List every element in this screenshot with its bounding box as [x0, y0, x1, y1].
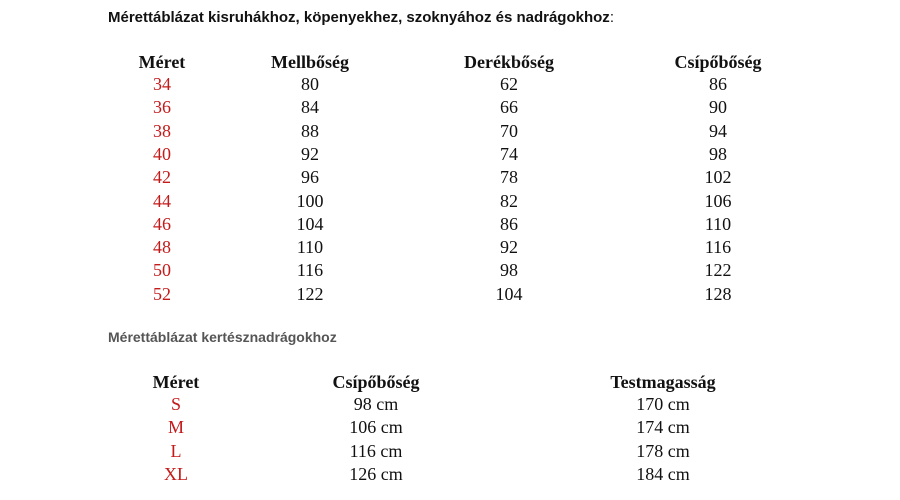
table-cell: 62: [500, 74, 518, 94]
table-cell: 98: [709, 143, 727, 164]
size-cell: S: [170, 394, 182, 414]
column-header: Méret: [138, 52, 186, 72]
table-cell: 86: [500, 213, 518, 234]
table-cell: 106: [704, 190, 732, 211]
size-cell: 42: [153, 167, 171, 188]
size-cell: 36: [153, 97, 171, 118]
size-cell: 48: [153, 237, 171, 258]
table-cell: 82: [500, 190, 518, 211]
table-cell: 122: [704, 260, 732, 281]
table-cell: 110: [704, 213, 732, 234]
size-cell: 40: [153, 143, 171, 164]
table-cell: 78: [500, 167, 518, 188]
table-cell: 104: [495, 283, 523, 304]
table-cell: 86: [709, 74, 727, 94]
table-cell: 96: [301, 167, 319, 188]
size-cell: 38: [153, 120, 171, 141]
table-cell: 98 cm: [353, 394, 399, 414]
table-cell: 84: [301, 97, 319, 118]
table-cell: 170 cm: [636, 394, 690, 414]
table-cell: 116: [704, 237, 732, 258]
table-cell: 116 cm: [349, 440, 403, 461]
table-cell: 184 cm: [636, 463, 690, 484]
table-cell: 92: [301, 143, 319, 164]
table-cell: 100: [296, 190, 324, 211]
table-cell: 104: [296, 213, 324, 234]
size-cell: 34: [153, 74, 171, 94]
size-cell: L: [170, 440, 182, 461]
column-header: Derékbőség: [464, 52, 554, 72]
size-cell: XL: [164, 463, 188, 484]
table2-title: Mérettáblázat kertésznadrágokhoz: [108, 329, 337, 345]
table-cell: 110: [296, 237, 324, 258]
table-cell: 128: [704, 283, 732, 304]
table-cell: 88: [301, 120, 319, 141]
table-cell: 116: [296, 260, 324, 281]
column-header: Csípőbőség: [332, 372, 420, 392]
table-cell: 66: [500, 97, 518, 118]
size-cell: 52: [153, 283, 171, 304]
table-cell: 74: [500, 143, 518, 164]
size-cell: 44: [153, 190, 171, 211]
table-cell: 98: [500, 260, 518, 281]
table-cell: 94: [709, 120, 727, 141]
size-cell: 50: [153, 260, 171, 281]
table-cell: 70: [500, 120, 518, 141]
size-cell: 46: [153, 213, 171, 234]
column-header: Mellbőség: [271, 52, 349, 72]
table-cell: 126 cm: [349, 463, 403, 484]
table-cell: 122: [296, 283, 324, 304]
table1-title: Mérettáblázat kisruhákhoz, köpenyekhez, szoknyához és nadrágokhoz:: [108, 9, 614, 26]
table-cell: 92: [500, 237, 518, 258]
table-cell: 102: [704, 167, 732, 188]
column-header: Testmagasság: [610, 372, 716, 392]
table-cell: 106 cm: [349, 417, 403, 438]
table-cell: 178 cm: [636, 440, 690, 461]
table-cell: 80: [301, 74, 319, 94]
column-header: Csípőbőség: [674, 52, 762, 72]
table-cell: 174 cm: [636, 417, 690, 438]
size-cell: M: [167, 417, 185, 438]
table-cell: 90: [709, 97, 727, 118]
column-header: Méret: [152, 372, 200, 392]
